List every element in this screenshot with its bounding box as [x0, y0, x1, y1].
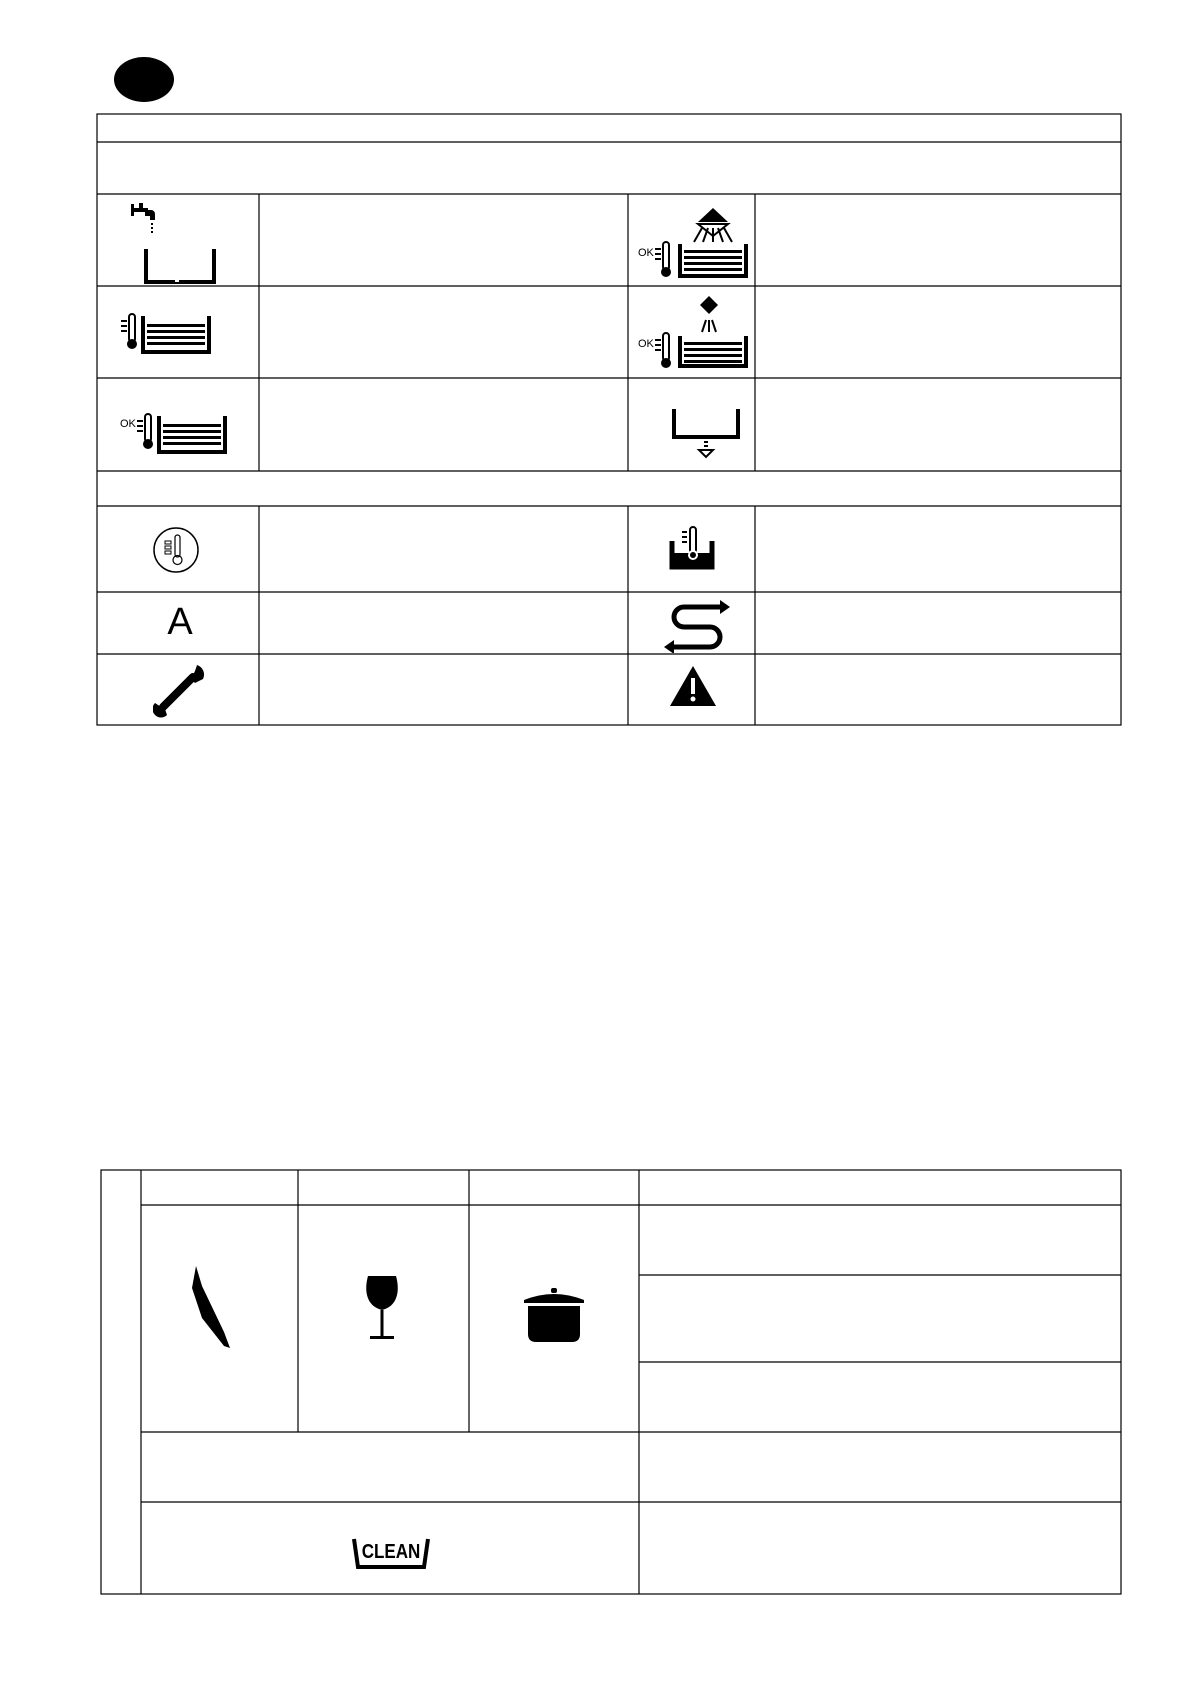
merged-row-text [642, 1435, 1118, 1499]
ok-temperature-rack-with-rinse-icon [636, 200, 751, 282]
symbol-description [758, 657, 1118, 723]
cycle-arrows-icon [662, 597, 732, 653]
symbols-table-title [100, 116, 1118, 140]
plate-icon [188, 1262, 236, 1350]
thermometer-circle-icon [151, 525, 201, 575]
ok-temperature-rack-with-detergent-icon [636, 292, 751, 370]
tap-filling-tank-icon [115, 200, 225, 285]
warning-triangle-icon [668, 664, 718, 708]
svg-text:OK: OK [120, 418, 136, 430]
auto-mode-label: A [167, 601, 193, 643]
clean-label: CLEAN [361, 1541, 421, 1563]
symbol-description [758, 509, 1118, 589]
symbols-table-subtitle [100, 145, 1118, 191]
symbols-section-label [100, 474, 1118, 504]
symbol-description [758, 595, 1118, 651]
symbol-description [758, 381, 1118, 467]
svg-text:OK: OK [638, 247, 654, 259]
programs-header-cell [642, 1173, 1118, 1203]
programs-side-label [103, 1173, 139, 1591]
programs-header-cell [144, 1173, 295, 1203]
symbol-description [758, 289, 1118, 375]
symbol-description [262, 509, 625, 589]
symbol-description [262, 657, 625, 723]
programs-header-cell [472, 1173, 636, 1203]
programs-header-cell [301, 1173, 466, 1203]
tank-heating-icon [119, 310, 219, 360]
boiler-temperature-icon [668, 525, 718, 573]
symbol-description [262, 381, 625, 467]
program-description [642, 1278, 1118, 1359]
pot-icon [521, 1286, 587, 1344]
symbol-description [262, 595, 625, 651]
merged-row-text [642, 1505, 1118, 1591]
program-description [642, 1208, 1118, 1272]
symbol-description [262, 289, 625, 375]
merged-row-label [144, 1435, 636, 1499]
glass-icon [362, 1272, 402, 1344]
symbol-description [758, 197, 1118, 283]
symbol-description [262, 197, 625, 283]
wrench-icon [153, 663, 207, 719]
ok-temperature-tank-icon [118, 408, 233, 460]
program-description [642, 1365, 1118, 1429]
svg-text:OK: OK [638, 338, 654, 350]
tank-drain-icon [668, 405, 748, 465]
